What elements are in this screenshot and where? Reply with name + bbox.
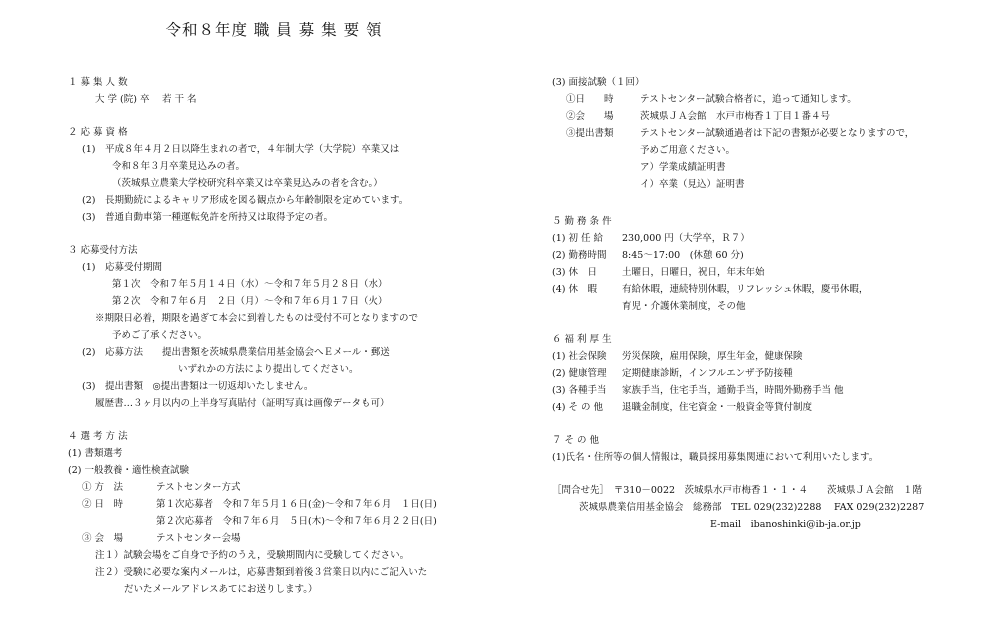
interview-docs-value-2: 予めご用意ください。: [640, 145, 736, 156]
method-value: テストセンター方式: [156, 482, 241, 493]
section-3-item-2: (2) 応募方法 提出書類を茨城県農業信用基金協会へＥメール・郵送: [82, 347, 390, 358]
other-benefits-row: [552, 399, 972, 416]
section-2-item-3: (3) 普通自動車第一種運転免許を所持又は取得予定の者。: [82, 212, 333, 223]
section-7-heading: ７ そ の 他: [552, 435, 600, 446]
section-4-note-1: 注１）試験会場をご自身で予約のうえ，受験期間内に受験してください。: [95, 550, 410, 561]
leave-label: (4) 休 暇: [552, 284, 597, 295]
interview-date-value: テストセンター試験合格者に，追って通知します。: [640, 94, 857, 105]
other-benefits-value: 退職金制度，住宅資金・一般資金等貸付制度: [622, 402, 813, 413]
salary-label: (1) 初 任 給: [552, 233, 604, 244]
hours-row: [552, 247, 972, 264]
section-2-heading: ２ 応 募 資 格: [68, 127, 128, 138]
contact-address: ［問合せ先］ 〒310－0022 茨城県水戸市梅香１・１・４ 茨城県ＪＡ会館 １階: [552, 485, 923, 496]
section-1-heading: １ 募 集 人 数: [68, 77, 128, 88]
interview-docs-value: テストセンター試験通過者は下記の書類が必要となりますので，: [640, 128, 915, 139]
interview-date-label: ①日 時: [566, 94, 614, 105]
hours-value: 8:45～17:00 (休憩 60 分): [622, 250, 744, 261]
section-7-text: (1)氏名・住所等の個人情報は，職員採用募集関連において利用いたします。: [552, 452, 879, 463]
section-4-item-2: (2) 一般教養・適性検査試験: [68, 465, 189, 476]
section-4-note-2: 注２）受験に必要な案内メールは，応募書類到着後３営業日以内にご記入いた: [95, 567, 428, 578]
section-5-heading: ５ 勤 務 条 件: [552, 216, 612, 227]
date-value-1: 第１次応募者 令和７年５月１６日(金)～令和７年６月 １日(日): [156, 499, 437, 510]
section-4-venue-row: [68, 530, 538, 547]
section-3-heading: ３ 応募受付方法: [68, 245, 138, 256]
section-4-date-row-2: [68, 513, 538, 530]
leave-value: 有給休暇，連続特別休暇，リフレッシュ休暇，慶弔休暇，: [622, 284, 869, 295]
date-label: ② 日 時: [82, 499, 124, 510]
salary-row: [552, 230, 972, 247]
holiday-label: (3) 休 日: [552, 267, 597, 278]
section-3-period-2: 第２次 令和７年６月 ２日（月）～令和７年６月１７日（火）: [112, 296, 388, 307]
hours-label: (2) 勤務時間: [552, 250, 607, 261]
right-column: [552, 74, 972, 533]
contact-phone: 茨城県農業信用基金協会 総務部 TEL 029(232)2288 FAX 029(232)2287: [579, 502, 925, 513]
interview-docs-label: ③提出書類: [566, 128, 614, 139]
venue-label: ③ 会 場: [82, 533, 124, 544]
left-column: [68, 74, 538, 598]
section-3-item-1: (1) 応募受付期間: [82, 262, 162, 273]
insurance-row: [552, 348, 972, 365]
section-4-note-2-cont: だいたメールアドレスあてにお送りします。）: [124, 584, 318, 595]
holiday-row: [552, 264, 972, 281]
leave-value-2: 育児・介護休業制度，その他: [622, 301, 746, 312]
interview-doc-b: イ）卒業（見込）証明書: [640, 179, 745, 190]
interview-docs-row: [552, 125, 972, 142]
section-3-note: ※期限日必着，期限を過ぎて本会に到着したものは受付不可となりますので: [95, 313, 419, 324]
section-3-note-cont: 予めご了承ください。: [112, 330, 208, 341]
interview-venue-row: [552, 108, 972, 125]
section-3-item-2-cont: いずれかの方法により提出してください。: [178, 364, 359, 375]
other-benefits-label: (4) そ の 他: [552, 402, 604, 413]
section-3-item-3-cont: 履歴書…３ヶ月以内の上半身写真貼付（証明写真は画像データも可）: [95, 398, 390, 409]
section-2-item-1-cont: 令和８年３月卒業見込みの者。: [112, 161, 246, 172]
section-3-period-1: 第１次 令和７年５月１４日（水）～令和７年５月２８日（水）: [112, 279, 388, 290]
interview-venue-value: 茨城県ＪＡ会館 水戸市梅香１丁目１番４号: [640, 111, 831, 122]
insurance-value: 労災保険，雇用保険，厚生年金，健康保険: [622, 351, 803, 362]
health-row: [552, 365, 972, 382]
section-1-line: 大 学 (院) 卒 若 干 名: [95, 94, 197, 105]
health-label: (2) 健康管理: [552, 368, 607, 379]
leave-row: [552, 281, 972, 298]
section-4-heading: ４ 選 考 方 法: [68, 431, 128, 442]
section-2-item-2: (2) 長期勤続によるキャリア形成を図る観点から年齢制限を定めています。: [82, 195, 409, 206]
health-value: 定期健康診断，インフルエンザ予防接種: [622, 368, 793, 379]
salary-value: 230,000 円（大学卒，Ｒ７）: [622, 233, 750, 244]
insurance-label: (1) 社会保険: [552, 351, 607, 362]
date-value-2: 第２次応募者 令和７年６月 ５日(木)～令和７年６月２２日(日): [156, 516, 437, 527]
allowance-value: 家族手当，住宅手当，通勤手当，時間外勤務手当 他: [622, 385, 844, 396]
section-4-method-row: [68, 479, 538, 496]
section-2-item-1-note: （茨城県立農業大学校研究科卒業又は卒業見込みの者を含む。）: [112, 178, 383, 189]
interview-doc-a: ア）学業成績証明書: [640, 162, 726, 173]
allowance-row: [552, 382, 972, 399]
allowance-label: (3) 各種手当: [552, 385, 607, 396]
page-title: 令和８年度 職 員 募 集 要 領: [165, 21, 383, 39]
interview-heading: (3) 面接試験（１回）: [552, 77, 645, 88]
method-label: ① 方 法: [82, 482, 124, 493]
section-6-heading: ６ 福 利 厚 生: [552, 334, 612, 345]
contact-email: E-mail ibanoshinki@ib-ja.or.jp: [710, 519, 861, 530]
section-3-item-3: (3) 提出書類 ◎提出書類は一切返却いたしません。: [82, 381, 314, 392]
interview-venue-label: ②会 場: [566, 111, 614, 122]
section-4-item-1: (1) 書類選考: [68, 448, 123, 459]
section-4-date-row: [68, 496, 538, 513]
venue-value: テストセンター会場: [156, 533, 241, 544]
interview-date-row: [552, 91, 972, 108]
section-2-item-1: (1) 平成８年４月２日以降生まれの者で，４年制大学（大学院）卒業又は: [82, 144, 400, 155]
holiday-value: 土曜日，日曜日，祝日，年末年始: [622, 267, 765, 278]
